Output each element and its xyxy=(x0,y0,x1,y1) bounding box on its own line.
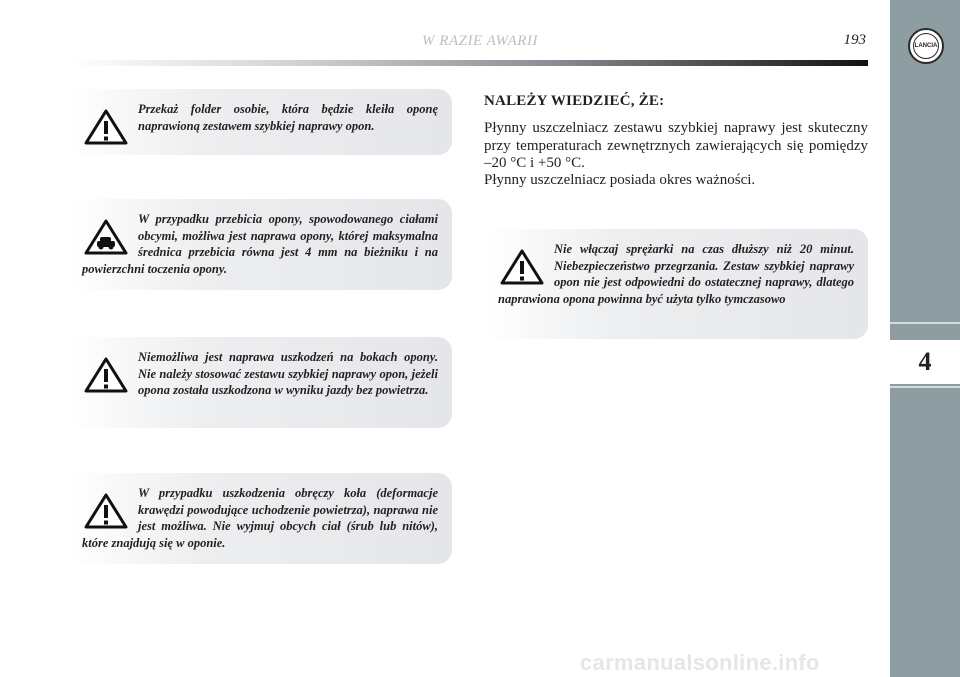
sidebar-divider xyxy=(890,386,960,388)
warning-box xyxy=(68,89,452,155)
warning-tire-icon xyxy=(84,219,128,255)
warning-text: Niemożliwa jest naprawa uszkodzeń na bokach opony. Nie należy stosować zestawu szybkiej naprawy opon, jeżeli opona została uszkodzona w wyniku jazdy bez powietrza. xyxy=(138,350,438,397)
warning-text: Przekaż folder osobie, która będzie kleiła oponę naprawioną zestawem szybkiej naprawy opon. xyxy=(138,102,438,133)
body-paragraph: Płynny uszczelniacz zestawu szybkiej naprawy jest skuteczny przy temperaturach zewnętrznych zawierających się pomiędzy –20 °C i +50 °C. xyxy=(484,120,868,171)
warning-box xyxy=(68,199,452,290)
chapter-number-tab[interactable]: 4 xyxy=(890,340,960,384)
watermark-text: carmanualsonline.info xyxy=(580,650,820,675)
section-title: NALEŻY WIEDZIEĆ, ŻE: xyxy=(484,93,665,109)
page-number: 193 xyxy=(843,32,866,48)
warning-triangle-icon xyxy=(84,357,128,393)
warning-triangle-icon xyxy=(500,249,544,285)
warning-triangle-icon xyxy=(84,109,128,145)
lancia-logo-icon xyxy=(908,28,944,64)
sidebar-divider xyxy=(890,322,960,324)
warning-text: W przypadku przebicia opony, spowodowanego ciałami obcymi, możliwa jest naprawa opony, której maksymalna średnica przebicia równa jest 4 mm na bieżniku i na powierzchni toczenia opony. xyxy=(82,212,438,276)
header-rule xyxy=(68,60,868,66)
chapter-sidebar xyxy=(890,0,960,677)
warning-box xyxy=(484,229,868,339)
warning-text: Nie włączaj sprężarki na czas dłuższy niż 20 minut. Niebezpieczeństwo przegrzania. Zestaw szybkiej naprawy opon nie jest odpowiedni do ostatecznej naprawy, dlatego naprawiona opona powinna być użyta tylko tymczasowo xyxy=(498,242,854,306)
body-paragraph: Płynny uszczelniacz posiada okres ważności. xyxy=(484,172,756,188)
warning-box xyxy=(68,337,452,428)
warning-box xyxy=(68,473,452,564)
logo-text: LANCIA xyxy=(914,43,938,49)
warning-triangle-icon xyxy=(84,493,128,529)
warning-text: W przypadku uszkodzenia obręczy koła (deformacje krawędzi powodujące uchodzenie powietrza), naprawa nie jest możliwa. Nie wyjmuj obcych ciał (śrub lub nitów), które znajdują się w oponie. xyxy=(82,486,438,550)
page-header-title: W RAZIE AWARII xyxy=(422,33,538,49)
